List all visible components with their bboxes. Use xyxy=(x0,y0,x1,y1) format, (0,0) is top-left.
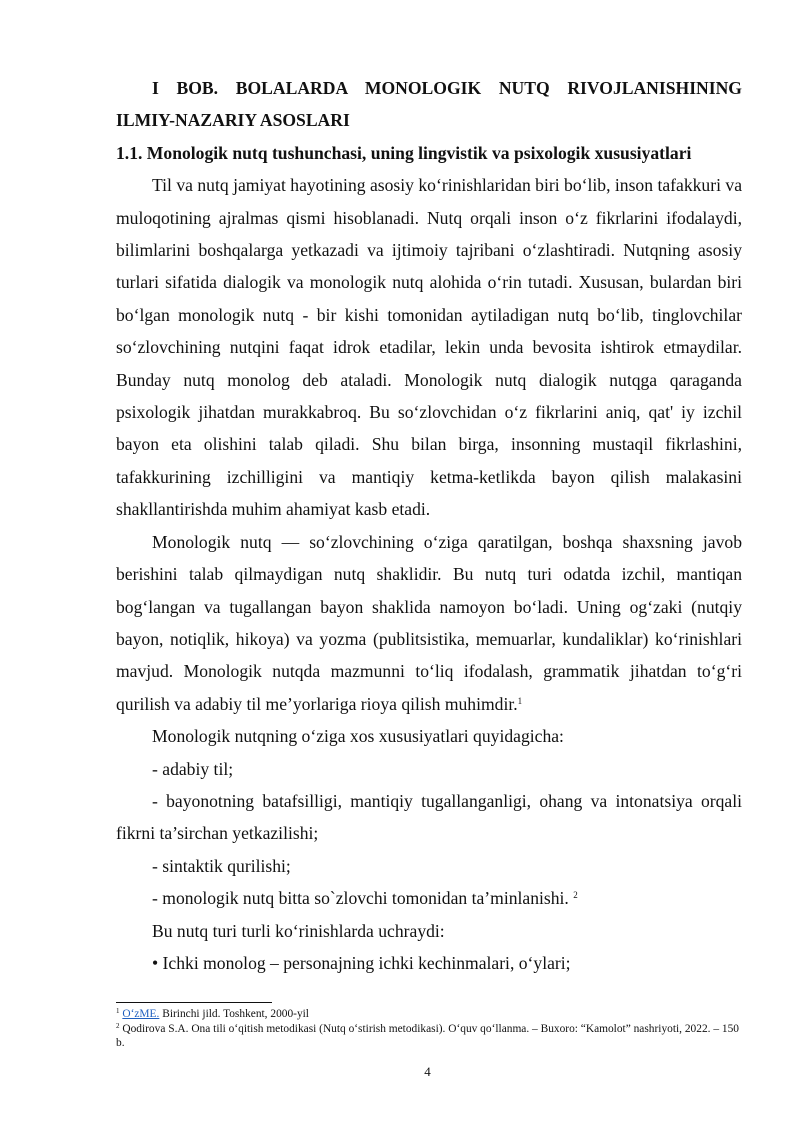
paragraph-2 xyxy=(116,526,742,720)
paragraph-3: Monologik nutqning o‘ziga xos xususiyatlari quyidagicha: xyxy=(152,726,564,747)
paragraph-1: Til va nutq jamiyat hayotining asosiy ko‘rinishlaridan biri bo‘lib, inson tafakkuri va muloqotining ajralmas qismi hisoblanadi. Nutq orqali inson o‘z fikrlarini ifodalaydi, bilimlarini boshqalarga yetkazadi va ijtimoiy tajribani o‘zlashtiradi. Nutqning asosiy turlari sifatida dialogik va monologik nutq alohida o‘rin tutadi. Xususan, bulardan biri bo‘lgan monologik nutq - bir kishi tomonidan aytiladigan nutq bo‘lib, tinglovchilar so‘zlovchining nutqini faqat idrok etadilar, lekin unda bevosita ishtirok etmaydilar. Bunday nutq monolog deb ataladi. Monologik nutq dialogik nutqga qaraganda psixologik jihatdan murakkabroq. Bu so‘zlovchidan o‘z fikrlarini aniq, qat' iy izchil bayon eta olishini talab qiladi. Shu bilan birga, insonning mustaqil fikrlashini, tafakkurining izchilligini va mantiqiy ketma-ketlikda bayon qilish malakasini shakllantirishda muhim ahamiyat kasb etadi. xyxy=(116,175,742,520)
footnote-1-link[interactable]: O‘zME. xyxy=(122,1008,160,1020)
feature-item-2: - bayonotning batafsilligi, mantiqiy tugallanganligi, ohang va intonatsiya orqali fikrni ta’sirchan yetkazilishi; xyxy=(116,790,742,844)
footnote-2-number: 2 xyxy=(116,1021,120,1030)
footnote-2 xyxy=(116,1022,742,1051)
footnote-ref-1[interactable]: 1 xyxy=(517,695,523,706)
main-content xyxy=(116,70,742,979)
footnotes xyxy=(116,1002,742,1051)
footnote-1 xyxy=(116,1007,742,1022)
feature-item-1: - adabiy til; xyxy=(152,758,234,779)
paragraph-4: Bu nutq turi turli ko‘rinishlarda uchraydi: xyxy=(152,920,445,941)
feature-item-4-text: - monologik nutq bitta so`zlovchi tomonidan ta’minlanishi. xyxy=(152,888,569,909)
footnote-1-text: Birinchi jild. Toshkent, 2000-yil xyxy=(159,1008,309,1020)
footnote-ref-2[interactable]: 2 xyxy=(573,890,578,901)
section-title: 1.1. Monologik nutq tushunchasi, uning lingvistik va psixologik xususiyatlari xyxy=(116,142,692,163)
chapter-title-line1: I BOB. BOLALARDA MONOLOGIK NUTQ RIVOJLANISHINING xyxy=(152,78,742,98)
footnote-divider xyxy=(116,1002,272,1003)
chapter-title-line2: ILMIY-NAZARIY ASOSLARI xyxy=(116,110,350,131)
type-item-1: • Ichki monolog – personajning ichki kechinmalari, o‘ylari; xyxy=(152,952,571,973)
footnote-2-text: Qodirova S.A. Ona tili o‘qitish metodikasi (Nutq o‘stirish metodikasi). O‘quv qo‘llanma. – Buxoro: “Kamolot” nashriyoti, 2022. – 150 b. xyxy=(116,1022,739,1050)
feature-item-4 xyxy=(116,882,742,914)
paragraph-2-text: Monologik nutq — so‘zlovchining o‘ziga qaratilgan, boshqa shaxsning javob berishini talab qilmaydigan nutq shaklidir. Bu nutq turi odatda izchil, mantiqan bog‘langan va tugallangan bayon shaklida namoyon bo‘ladi. Uning og‘zaki (nutqiy bayon, notiqlik, hikoya) va yozma (publitsistika, memuarlar, kundaliklar) ko‘rinishlari mavjud. Monologik nutqda mazmunni to‘liq ifodalash, grammatik jihatdan to‘g‘ri qurilish va adabiy til me’yorlariga rioya qilish muhimdir. xyxy=(116,531,742,714)
footnote-1-number: 1 xyxy=(116,1007,120,1015)
feature-item-3: - sintaktik qurilishi; xyxy=(152,855,291,876)
page-number: 4 xyxy=(424,1064,431,1079)
